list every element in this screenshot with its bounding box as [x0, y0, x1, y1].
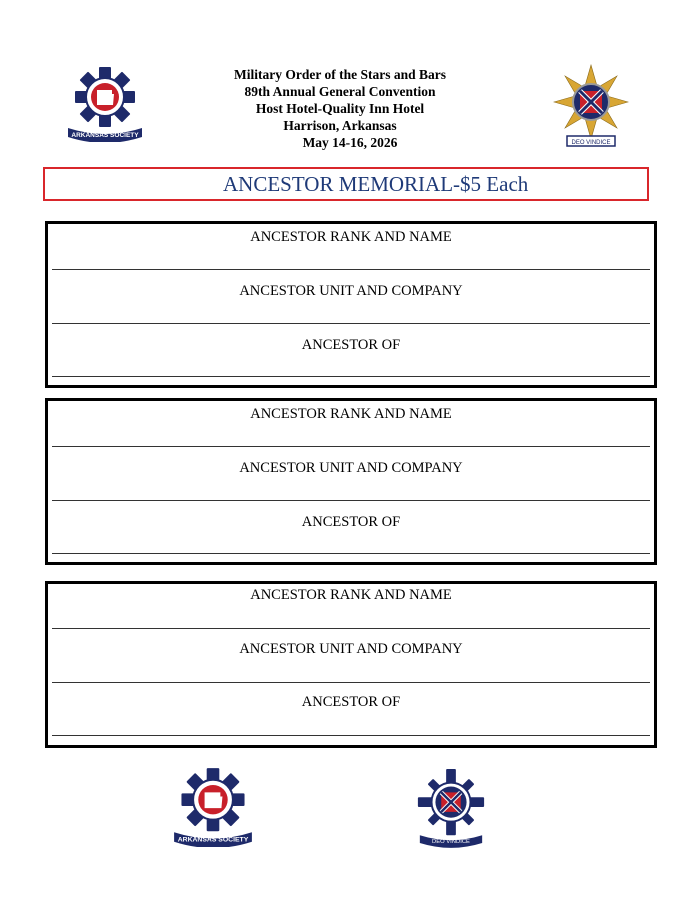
unit-company-line[interactable] — [52, 682, 650, 683]
unit-company-label: ANCESTOR UNIT AND COMPANY — [239, 283, 463, 299]
unit-company-line[interactable] — [52, 323, 650, 324]
arkansas-society-logo-top — [66, 64, 144, 142]
title-box — [43, 167, 649, 201]
memorial-entry-1 — [45, 221, 657, 388]
arkansas-society-banner-text: ARKANSAS SOCIETY — [71, 132, 139, 139]
rank-name-line[interactable] — [52, 628, 650, 629]
ancestor-of-line[interactable] — [52, 735, 650, 736]
memorial-entry-2 — [45, 398, 657, 565]
arkansas-society-banner-text: ARKANSAS SOCIETY — [177, 836, 249, 844]
ancestor-of-line[interactable] — [52, 376, 650, 377]
rank-name-label: ANCESTOR RANK AND NAME — [250, 229, 452, 245]
convention-header — [150, 66, 530, 151]
mosb-logo-bottom — [414, 765, 488, 849]
dates: May 14-16, 2026 — [302, 135, 398, 150]
ancestor-of-label: ANCESTOR OF — [301, 694, 401, 710]
ancestor-of-line[interactable] — [52, 553, 650, 554]
mosb-motto-text: DEO VINDICE — [432, 839, 470, 846]
mosb-motto-text: DEO VINDICE — [571, 140, 611, 146]
org-name: Military Order of the Stars and Bars — [234, 67, 446, 82]
page-title: ANCESTOR MEMORIAL-$5 Each — [223, 172, 529, 196]
rank-name-label: ANCESTOR RANK AND NAME — [250, 587, 452, 603]
ancestor-of-label: ANCESTOR OF — [301, 337, 401, 353]
rank-name-label: ANCESTOR RANK AND NAME — [250, 406, 452, 422]
unit-company-label: ANCESTOR UNIT AND COMPANY — [239, 641, 463, 657]
host-hotel: Host Hotel-Quality Inn Hotel — [255, 101, 425, 116]
rank-name-line[interactable] — [52, 446, 650, 447]
unit-company-label: ANCESTOR UNIT AND COMPANY — [239, 460, 463, 476]
arkansas-society-logo-bottom — [170, 765, 256, 847]
unit-company-line[interactable] — [52, 500, 650, 501]
convention-name: 89th Annual General Convention — [244, 84, 436, 99]
mosb-logo-top — [553, 64, 629, 150]
memorial-entry-3 — [45, 581, 657, 748]
city: Harrison, Arkansas — [283, 118, 397, 133]
ancestor-of-label: ANCESTOR OF — [301, 514, 401, 530]
rank-name-line[interactable] — [52, 269, 650, 270]
